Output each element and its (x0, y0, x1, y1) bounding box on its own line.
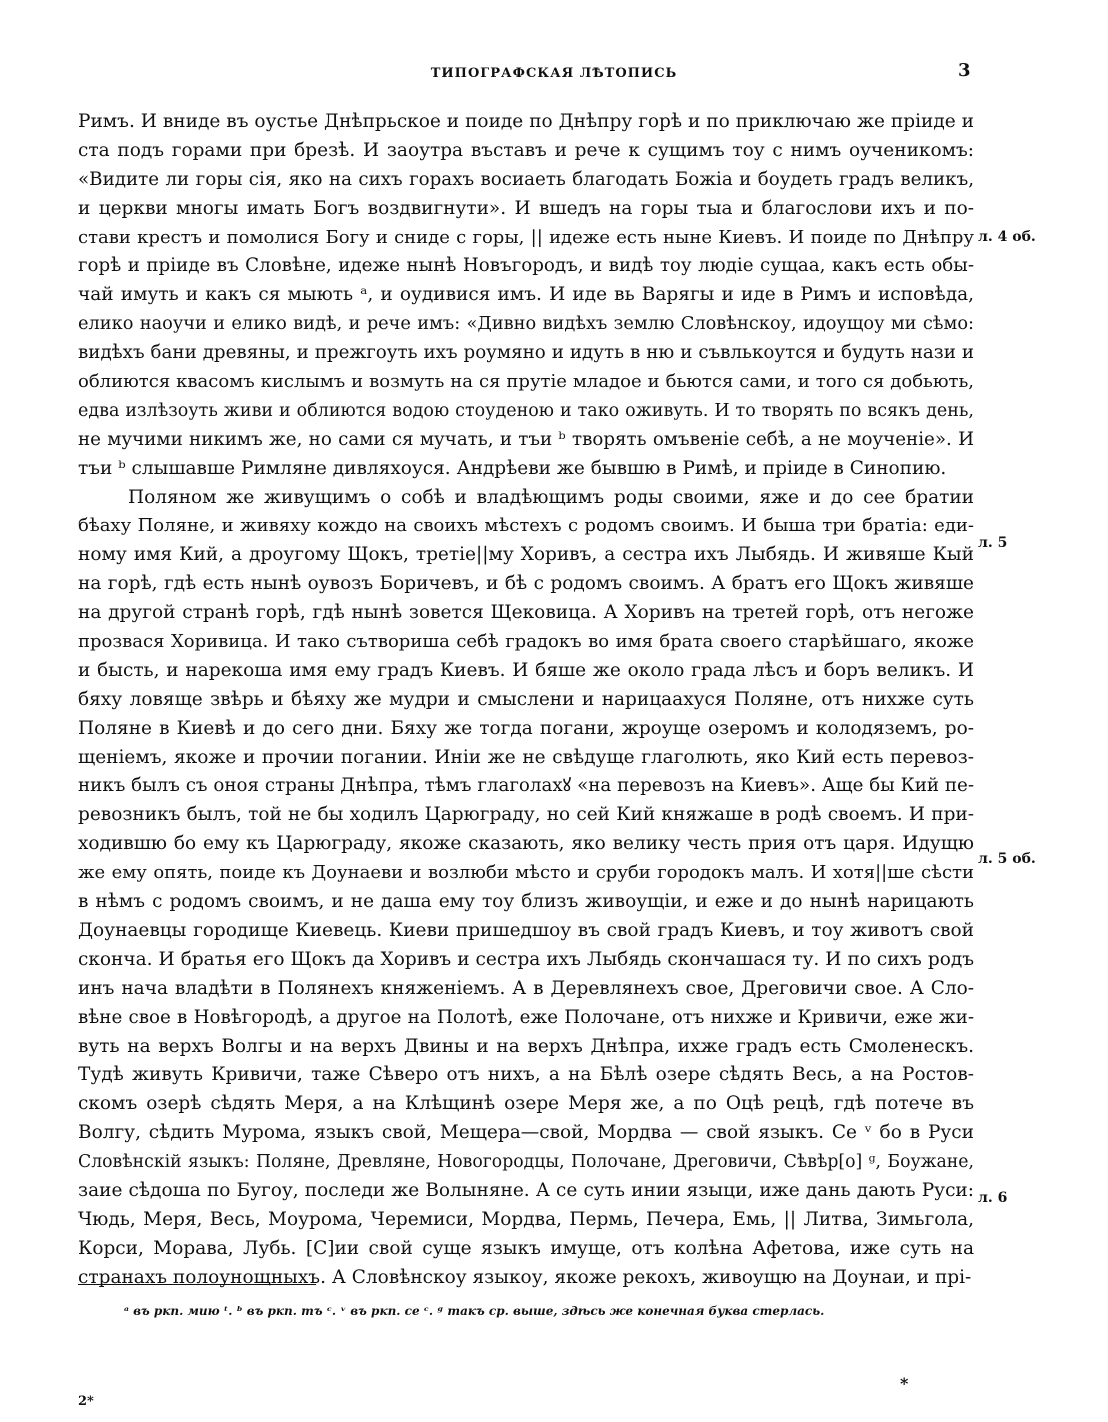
text-line: инъ нача владѣти в Полянехъ княженіемъ. А в Деревлянехъ свое, Дреговичи свое. А Сло- (78, 977, 974, 999)
text-line: Тудѣ живуть Кривичи, таже Сѣверо отъ нихъ, а на Бѣлѣ озере сѣдять Весь, а на Ростов- (78, 1064, 974, 1086)
footnotes: ᵃ въ ркп. мию ᵗ. ᵇ въ ркп. тъ ᶜ. ᵛ въ ркп. се ᶜ. ᵍ такъ ср. выше, здѣсь же конечная буква стерлась. (124, 1304, 825, 1318)
running-title: ТИПОГРАФСКАЯ ЛѢТОПИСЬ (430, 66, 678, 81)
text-line: Чюдь, Меря, Весь, Моурома, Черемиси, Мордва, Пермь, Печера, Емь, || Литва, Зимьгола, (78, 1208, 974, 1230)
main-text (78, 108, 974, 1293)
text-line: на другой странѣ горѣ, гдѣ нынѣ зовется Щековица. А Хоривъ на третей горѣ, отъ негоже (78, 602, 974, 624)
text-line: ному имя Кий, а дроугому Щокъ, третіе||му Хоривъ, а сестра ихъ Лыбядь. И живяше Кый (78, 544, 974, 566)
text-line: видѣхъ бани древяны, и прежгоуть ихъ роумяно и идуть в ню и съвлькоутся и будуть нази и (78, 342, 974, 364)
text-line: Доунаевцы городище Киевець. Киеви пришедшоу въ свой градъ Киевъ, и тоу животъ свой (78, 919, 974, 941)
text-line: ходившю бо ему къ Царюграду, якоже сказають, яко велику честь прия отъ царя. Идущю (78, 833, 974, 855)
text-line: щеніемъ, якоже и прочии погании. Иніи же не свѣдуще глаголють, яко Кий есть перевоз- (78, 746, 974, 768)
margin-folio-note: л. 5 об. (978, 851, 1036, 867)
text-line: и бысть, и нарекоша имя ему градъ Киевъ. И бяше же около града лѣсъ и боръ великъ. И (78, 659, 974, 681)
text-line: горѣ и пріиде въ Словѣне, идеже нынѣ Новъгородъ, и видѣ тоу людіе сущаа, какъ есть обы- (78, 255, 974, 277)
text-line: скомъ озерѣ сѣдять Меря, а на Клѣщинѣ озере Меря же, а по Оцѣ рецѣ, гдѣ потече въ (78, 1093, 974, 1115)
text-line: Римъ. И вниде въ оустье Днѣпрьское и поиде по Днѣпру горѣ и по приключаю же пріиде и (78, 111, 974, 132)
text-line: ста подъ горами при брезѣ. И заоутра въставъ и рече к сущимъ тоу с нимъ оученикомъ: (78, 139, 974, 161)
page-number: 3 (958, 60, 971, 81)
footnote-rule (78, 1284, 316, 1285)
text-line: вуть на верхъ Волгы и на верхъ Двины и на верхъ Днѣпра, ихже градъ есть Смоленескъ. (78, 1035, 974, 1057)
text-line: и церкви многы имать Богъ воздвигнути». И вшедъ на горы тыа и благослови ихъ и по- (78, 197, 974, 219)
margin-folio-note: л. 6 (978, 1190, 1008, 1206)
text-line: Поляне в Киевѣ и до сего дни. Бяху же тогда погани, жроуще озеромъ и колодяземъ, ро- (78, 717, 974, 739)
text-line: стави крестъ и помолися Богу и сниде с горы, || идеже есть ныне Киевъ. И поиде по Днѣпру (78, 226, 974, 248)
text-line: странахъ полоунощныхъ. А Словѣнскоу языкоу, якоже рекохъ, живоущю на Доунаи, и прі- (78, 1266, 972, 1288)
margin-folio-note: л. 4 об. (978, 229, 1036, 245)
text-line: на горѣ, гдѣ есть нынѣ оувозъ Боричевъ, и бѣ с родомъ своимъ. А братъ его Щокъ живяше (78, 573, 974, 595)
text-line: не мучими никимъ же, но сами ся мучать, и тъи ᵇ творять омъвеніе себѣ, а не моученіе». И (78, 428, 974, 450)
text-line: скончa. И братья его Щокъ да Хоривъ и сестра ихъ Лыбядь скончашася ту. И по сихъ родъ (78, 948, 974, 970)
margin-folio-note: л. 5 (978, 535, 1008, 551)
text-line: Корси, Морава, Лубь. [С]ии свой суще языкъ имуще, отъ колѣна Афетова, иже суть на (78, 1237, 974, 1259)
text-line: Поляном же живущимъ о собѣ и владѣющимъ роды своими, яже и до сее братии (128, 486, 974, 508)
text-line: елико наоучи и елико видѣ, и рече имъ: «Дивно видѣхъ землю Словѣнскоу, идоущоу ми сѣмо: (78, 314, 974, 335)
signature-mark: 2* (78, 1394, 94, 1409)
text-line: заие сѣдоша по Бугоу, последи же Волыняне. А се суть инии языци, иже дань дають Руси: (78, 1179, 974, 1201)
text-line: Словѣнскій языкъ: Поляне, Древляне, Новогородцы, Полочане, Дреговичи, Сѣвѣр[о] ᵍ, Боужане, (78, 1152, 974, 1173)
text-line: бѣаху Поляне, и живяху кождо на своихъ мѣстехъ с родомъ своимъ. И быша три братіа: еди- (78, 515, 974, 537)
text-line: в нѣмъ с родомъ своимъ, и не даша ему тоу близъ живоущіи, и еже и до нынѣ нарицають (78, 891, 974, 913)
text-line: облиются квасомъ кислымъ и возмуть на ся прутіе младое и бьются сами, и того ся добьють, (78, 371, 974, 393)
text-line: тъи ᵇ слышавше Римляне дивляхоуся. Андрѣеви же бывшю в Римѣ, и пріиде в Синопию. (78, 457, 947, 479)
text-line: же ему опять, поиде къ Доунаеви и возлюби мѣсто и сруби городокъ малъ. И хотя||ше сѣсти (78, 862, 974, 884)
text-line: вѣне свое в Новѣгородѣ, а другое на Полотѣ, еже Полочане, отъ нихже и Кривичи, еже жи- (78, 1006, 974, 1028)
text-line: едва излѣзоуть живи и облиются водою стоуденою и тако оживуть. И то творять по всякъ день, (78, 400, 974, 421)
text-line: никъ былъ съ оноя страны Днѣпра, тѣмъ глаголахꙋ «на перевозъ на Киевъ». Аще бы Кий пе- (78, 775, 974, 797)
asterisk-mark: * (900, 1374, 909, 1393)
text-line: Волгу, сѣдить Мурома, языкъ свой, Мещера—свой, Мордва — свой языкъ. Се ᵛ бо в Руси (78, 1122, 974, 1144)
text-line: прозвася Хоривица. И тако сътвориша себѣ градокъ во имя брата своего старѣйшаго, якоже (78, 631, 974, 653)
text-line: бяху ловяще звѣрь и бѣяху же мудри и смыслени и нарицаахуся Поляне, отъ нихже суть (78, 688, 974, 710)
text-line: «Видите ли горы сія, яко на сихъ горахъ восиаеть благодать Божіа и боудеть градъ великъ, (78, 168, 974, 190)
text-line: чай имуть и какъ ся мыють ᵃ, и оудивися имъ. И иде вь Варягы и иде в Римъ и исповѣда, (78, 284, 974, 306)
text-line: ревозникъ былъ, той не бы ходилъ Царюграду, но сей Кий княжаше в родѣ своемъ. И при- (78, 804, 974, 826)
